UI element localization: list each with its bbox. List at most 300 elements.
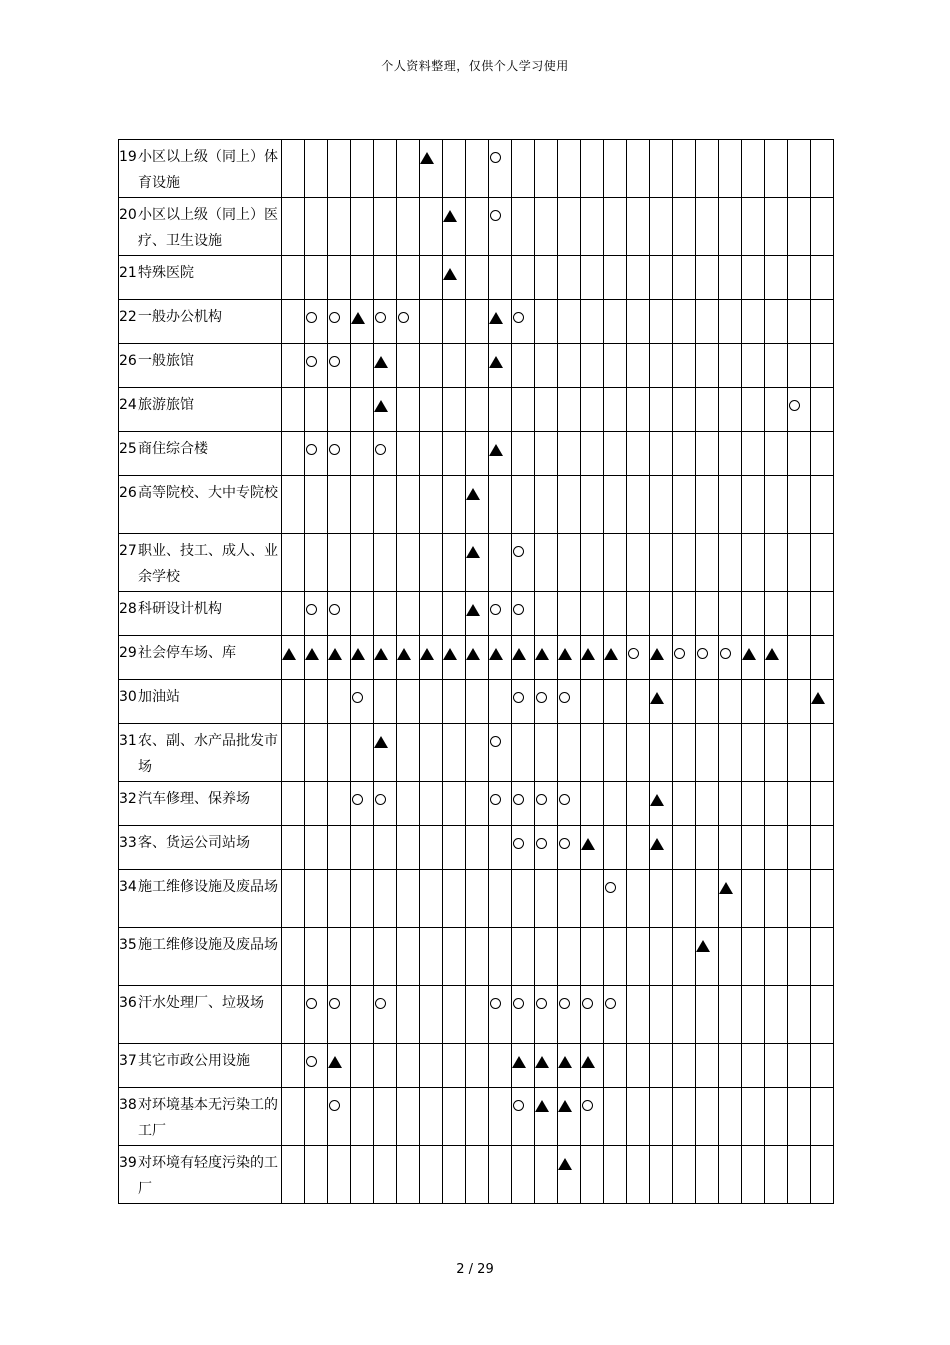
circle-icon — [398, 312, 409, 323]
grid-cell — [558, 986, 581, 1044]
circle-icon — [490, 794, 501, 805]
grid-cell — [673, 534, 696, 592]
grid-cell — [535, 534, 558, 592]
grid-cell — [696, 680, 719, 724]
grid-cell — [696, 1146, 719, 1204]
grid-cell — [742, 636, 765, 680]
grid-cell — [696, 986, 719, 1044]
grid-cell — [719, 1146, 742, 1204]
grid-cell — [581, 680, 604, 724]
grid-cell — [489, 986, 512, 1044]
grid-cell — [305, 636, 328, 680]
grid-cell — [443, 476, 466, 534]
page-number: 2 / 29 — [456, 1262, 494, 1277]
facility-name: 汗水处理厂、垃圾场 — [137, 986, 282, 1044]
grid-cell — [466, 1044, 489, 1088]
table-row — [119, 782, 834, 826]
grid-cell — [397, 986, 420, 1044]
grid-cell — [374, 256, 397, 300]
grid-cell — [765, 928, 788, 986]
grid-cell — [742, 476, 765, 534]
grid-cell — [811, 476, 834, 534]
grid-cell — [374, 432, 397, 476]
facility-name: 职业、技工、成人、业余学校 — [137, 534, 282, 592]
grid-cell — [420, 1044, 443, 1088]
facility-name: 施工维修设施及废品场 — [137, 870, 282, 928]
grid-cell — [696, 1044, 719, 1088]
grid-cell — [374, 388, 397, 432]
row-number: 34 — [119, 870, 138, 928]
grid-cell — [811, 344, 834, 388]
grid-cell — [650, 388, 673, 432]
grid-cell — [466, 198, 489, 256]
grid-cell — [604, 870, 627, 928]
grid-cell — [696, 928, 719, 986]
facility-name: 高等院校、大中专院校 — [137, 476, 282, 534]
grid-cell — [305, 724, 328, 782]
triangle-icon — [328, 648, 342, 660]
table-row — [119, 592, 834, 636]
grid-cell — [604, 986, 627, 1044]
triangle-icon — [489, 356, 503, 368]
grid-cell — [351, 300, 374, 344]
grid-cell — [420, 870, 443, 928]
grid-cell — [282, 1088, 305, 1146]
circle-icon — [306, 356, 317, 367]
grid-cell — [788, 826, 811, 870]
grid-cell — [489, 592, 512, 636]
grid-cell — [581, 388, 604, 432]
grid-cell — [673, 986, 696, 1044]
grid-cell — [282, 432, 305, 476]
grid-cell — [673, 1088, 696, 1146]
grid-cell — [581, 826, 604, 870]
grid-cell — [351, 256, 374, 300]
grid-cell — [673, 636, 696, 680]
grid-cell — [742, 534, 765, 592]
facility-name: 对环境有轻度污染的工厂 — [137, 1146, 282, 1204]
grid-cell — [604, 432, 627, 476]
facility-name: 施工维修设施及废品场 — [137, 928, 282, 986]
grid-cell — [443, 344, 466, 388]
grid-cell — [788, 432, 811, 476]
grid-cell — [374, 476, 397, 534]
grid-cell — [650, 1044, 673, 1088]
grid-cell — [374, 198, 397, 256]
grid-cell — [282, 344, 305, 388]
grid-cell — [604, 256, 627, 300]
grid-cell — [673, 1044, 696, 1088]
grid-cell — [765, 782, 788, 826]
grid-cell — [673, 870, 696, 928]
grid-cell — [650, 986, 673, 1044]
row-number: 27 — [119, 534, 138, 592]
grid-cell — [765, 986, 788, 1044]
circle-icon — [513, 1100, 524, 1111]
grid-cell — [627, 388, 650, 432]
grid-cell — [328, 534, 351, 592]
grid-cell — [581, 476, 604, 534]
grid-cell — [604, 680, 627, 724]
grid-cell — [650, 1146, 673, 1204]
grid-cell — [604, 1044, 627, 1088]
grid-cell — [719, 986, 742, 1044]
grid-cell — [305, 986, 328, 1044]
table-row — [119, 534, 834, 592]
grid-cell — [558, 636, 581, 680]
grid-cell — [397, 592, 420, 636]
grid-cell — [397, 534, 420, 592]
grid-cell — [673, 928, 696, 986]
grid-cell — [489, 300, 512, 344]
grid-cell — [512, 928, 535, 986]
grid-cell — [512, 140, 535, 198]
grid-cell — [742, 826, 765, 870]
grid-cell — [397, 928, 420, 986]
circle-icon — [720, 648, 731, 659]
grid-cell — [374, 636, 397, 680]
grid-cell — [535, 388, 558, 432]
grid-cell — [351, 388, 374, 432]
grid-cell — [305, 198, 328, 256]
grid-cell — [374, 1088, 397, 1146]
grid-cell — [512, 344, 535, 388]
triangle-icon — [374, 648, 388, 660]
grid-cell — [512, 300, 535, 344]
grid-cell — [305, 344, 328, 388]
table-row — [119, 1044, 834, 1088]
grid-cell — [604, 1146, 627, 1204]
grid-cell — [719, 256, 742, 300]
grid-cell — [351, 140, 374, 198]
triangle-icon — [558, 1100, 572, 1112]
grid-cell — [696, 476, 719, 534]
grid-cell — [489, 870, 512, 928]
grid-cell — [466, 986, 489, 1044]
grid-cell — [282, 636, 305, 680]
grid-cell — [558, 592, 581, 636]
grid-cell — [374, 1044, 397, 1088]
grid-cell — [535, 1146, 558, 1204]
grid-cell — [420, 782, 443, 826]
table-row — [119, 432, 834, 476]
grid-cell — [466, 300, 489, 344]
grid-cell — [535, 256, 558, 300]
grid-cell — [351, 1146, 374, 1204]
grid-cell — [443, 636, 466, 680]
grid-cell — [558, 198, 581, 256]
grid-cell — [742, 870, 765, 928]
grid-cell — [627, 592, 650, 636]
grid-cell — [305, 388, 328, 432]
grid-cell — [673, 388, 696, 432]
grid-cell — [512, 636, 535, 680]
grid-cell — [374, 870, 397, 928]
row-number: 29 — [119, 636, 138, 680]
grid-cell — [742, 1088, 765, 1146]
triangle-icon — [420, 152, 434, 164]
grid-cell — [443, 870, 466, 928]
grid-cell — [328, 826, 351, 870]
triangle-icon — [742, 648, 756, 660]
grid-cell — [466, 476, 489, 534]
grid-cell — [719, 680, 742, 724]
grid-cell — [765, 870, 788, 928]
grid-cell — [742, 198, 765, 256]
grid-cell — [627, 140, 650, 198]
grid-cell — [558, 388, 581, 432]
circle-icon — [490, 210, 501, 221]
grid-cell — [397, 826, 420, 870]
grid-cell — [351, 1088, 374, 1146]
circle-icon — [375, 444, 386, 455]
grid-cell — [811, 198, 834, 256]
grid-cell — [489, 388, 512, 432]
grid-cell — [466, 344, 489, 388]
grid-cell — [719, 534, 742, 592]
grid-cell — [305, 256, 328, 300]
grid-cell — [742, 432, 765, 476]
grid-cell — [282, 476, 305, 534]
grid-cell — [351, 344, 374, 388]
grid-cell — [696, 1088, 719, 1146]
triangle-icon — [374, 400, 388, 412]
triangle-icon — [535, 1100, 549, 1112]
grid-cell — [581, 256, 604, 300]
grid-cell — [719, 344, 742, 388]
grid-cell — [742, 1044, 765, 1088]
grid-cell — [765, 680, 788, 724]
circle-icon — [329, 444, 340, 455]
grid-cell — [788, 1044, 811, 1088]
table-row — [119, 986, 834, 1044]
grid-cell — [627, 300, 650, 344]
grid-cell — [535, 782, 558, 826]
triangle-icon — [811, 692, 825, 704]
grid-cell — [282, 826, 305, 870]
grid-cell — [765, 344, 788, 388]
facility-name: 小区以上级（同上）体育设施 — [137, 140, 282, 198]
grid-cell — [650, 140, 673, 198]
grid-cell — [535, 1088, 558, 1146]
grid-cell — [374, 986, 397, 1044]
grid-cell — [811, 140, 834, 198]
circle-icon — [559, 794, 570, 805]
grid-cell — [673, 140, 696, 198]
grid-cell — [282, 724, 305, 782]
grid-cell — [489, 432, 512, 476]
grid-cell — [351, 432, 374, 476]
grid-cell — [650, 592, 673, 636]
grid-cell — [305, 782, 328, 826]
grid-cell — [788, 388, 811, 432]
grid-cell — [604, 388, 627, 432]
grid-cell — [282, 782, 305, 826]
grid-cell — [443, 198, 466, 256]
triangle-icon — [489, 312, 503, 324]
grid-cell — [742, 592, 765, 636]
grid-cell — [581, 724, 604, 782]
grid-cell — [696, 388, 719, 432]
row-number: 33 — [119, 826, 138, 870]
circle-icon — [697, 648, 708, 659]
table-row — [119, 198, 834, 256]
grid-cell — [512, 1146, 535, 1204]
grid-cell — [374, 724, 397, 782]
grid-cell — [696, 870, 719, 928]
grid-cell — [604, 592, 627, 636]
table-row — [119, 300, 834, 344]
grid-cell — [305, 1088, 328, 1146]
grid-cell — [696, 300, 719, 344]
grid-cell — [673, 592, 696, 636]
grid-cell — [397, 680, 420, 724]
grid-cell — [512, 592, 535, 636]
grid-cell — [558, 680, 581, 724]
grid-cell — [489, 724, 512, 782]
table-row — [119, 870, 834, 928]
grid-cell — [765, 724, 788, 782]
triangle-icon — [535, 1056, 549, 1068]
grid-cell — [535, 300, 558, 344]
grid-cell — [650, 928, 673, 986]
grid-cell — [443, 782, 466, 826]
facility-name: 一般办公机构 — [137, 300, 282, 344]
triangle-icon — [581, 648, 595, 660]
grid-cell — [535, 432, 558, 476]
grid-cell — [788, 986, 811, 1044]
triangle-icon — [397, 648, 411, 660]
grid-cell — [558, 256, 581, 300]
grid-cell — [788, 198, 811, 256]
grid-cell — [788, 928, 811, 986]
grid-cell — [581, 592, 604, 636]
grid-cell — [811, 826, 834, 870]
triangle-icon — [466, 648, 480, 660]
grid-cell — [328, 1146, 351, 1204]
grid-cell — [512, 986, 535, 1044]
grid-cell — [489, 534, 512, 592]
grid-cell — [650, 636, 673, 680]
grid-cell — [673, 826, 696, 870]
table-row — [119, 636, 834, 680]
grid-cell — [489, 1088, 512, 1146]
triangle-icon — [305, 648, 319, 660]
grid-cell — [650, 432, 673, 476]
grid-cell — [788, 300, 811, 344]
circle-icon — [513, 794, 524, 805]
grid-cell — [604, 928, 627, 986]
circle-icon — [628, 648, 639, 659]
facility-name: 汽车修理、保养场 — [137, 782, 282, 826]
grid-cell — [696, 826, 719, 870]
circle-icon — [375, 312, 386, 323]
facility-name: 商住综合楼 — [137, 432, 282, 476]
grid-cell — [351, 1044, 374, 1088]
circle-icon — [536, 794, 547, 805]
triangle-icon — [489, 444, 503, 456]
row-number: 32 — [119, 782, 138, 826]
grid-cell — [765, 256, 788, 300]
grid-cell — [696, 636, 719, 680]
grid-cell — [512, 1088, 535, 1146]
triangle-icon — [443, 648, 457, 660]
grid-cell — [328, 782, 351, 826]
grid-cell — [466, 140, 489, 198]
grid-cell — [397, 636, 420, 680]
grid-cell — [696, 724, 719, 782]
triangle-icon — [351, 312, 365, 324]
grid-cell — [696, 432, 719, 476]
grid-cell — [742, 1146, 765, 1204]
grid-cell — [788, 592, 811, 636]
grid-cell — [374, 928, 397, 986]
grid-cell — [397, 782, 420, 826]
circle-icon — [674, 648, 685, 659]
circle-icon — [352, 692, 363, 703]
grid-cell — [351, 198, 374, 256]
grid-cell — [328, 198, 351, 256]
triangle-icon — [489, 648, 503, 660]
grid-cell — [581, 1044, 604, 1088]
grid-cell — [282, 534, 305, 592]
grid-cell — [420, 432, 443, 476]
grid-cell — [466, 388, 489, 432]
grid-cell — [650, 680, 673, 724]
circle-icon — [490, 736, 501, 747]
grid-cell — [604, 198, 627, 256]
grid-cell — [719, 198, 742, 256]
grid-cell — [811, 432, 834, 476]
grid-cell — [788, 636, 811, 680]
grid-cell — [719, 636, 742, 680]
grid-cell — [742, 928, 765, 986]
grid-cell — [558, 782, 581, 826]
triangle-icon — [466, 546, 480, 558]
facility-name: 其它市政公用设施 — [137, 1044, 282, 1088]
grid-cell — [673, 476, 696, 534]
grid-cell — [282, 928, 305, 986]
triangle-icon — [765, 648, 779, 660]
grid-cell — [420, 1146, 443, 1204]
grid-cell — [765, 534, 788, 592]
grid-cell — [650, 476, 673, 534]
grid-cell — [512, 826, 535, 870]
grid-cell — [719, 928, 742, 986]
grid-cell — [443, 1146, 466, 1204]
facility-name: 一般旅馆 — [137, 344, 282, 388]
triangle-icon — [604, 648, 618, 660]
grid-cell — [397, 724, 420, 782]
grid-cell — [443, 256, 466, 300]
circle-icon — [559, 998, 570, 1009]
grid-cell — [650, 198, 673, 256]
grid-cell — [351, 680, 374, 724]
grid-cell — [489, 344, 512, 388]
grid-cell — [397, 344, 420, 388]
grid-cell — [489, 140, 512, 198]
grid-cell — [374, 680, 397, 724]
grid-cell — [558, 432, 581, 476]
grid-cell — [627, 928, 650, 986]
grid-cell — [558, 140, 581, 198]
grid-cell — [489, 636, 512, 680]
grid-cell — [558, 928, 581, 986]
triangle-icon — [282, 648, 296, 660]
grid-cell — [397, 198, 420, 256]
table-row — [119, 388, 834, 432]
grid-cell — [328, 432, 351, 476]
